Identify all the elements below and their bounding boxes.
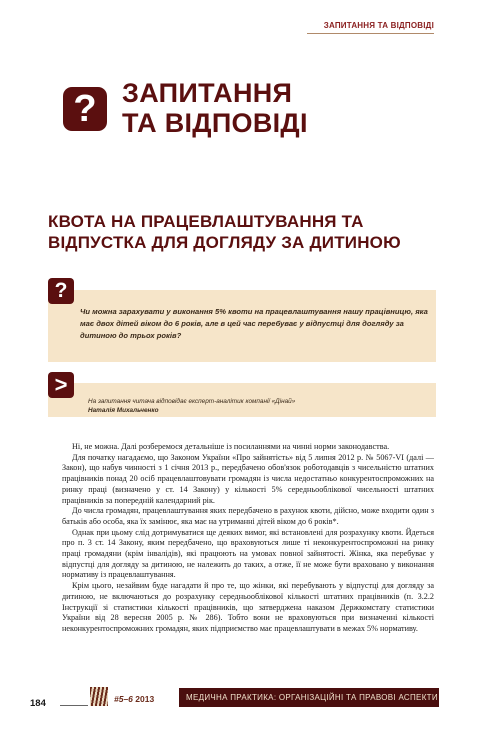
answer-intro-text: На запитання читача відповідає експерт-аналітик компанії «Дінай» xyxy=(88,398,296,405)
article-body xyxy=(62,442,434,635)
question-text: Чи можна зарахувати у виконання 5% квоти на працевлаштування нашу працівницю, яка має двох дітей віком до 6 років, але в цей час перебуває у відпустці для догляду за дитиною до трьох років? xyxy=(80,307,428,340)
expert-name: Наталія Михальченко xyxy=(88,407,159,414)
article-title-line1: КВОТА НА ПРАЦЕВЛАШТУВАННЯ ТА xyxy=(48,212,364,231)
section-title-line2: ТА ВІДПОВІДІ xyxy=(122,108,308,138)
footer-rule xyxy=(60,705,88,706)
journal-title: МЕДИЧНА ПРАКТИКА: ОРГАНІЗАЦІЙНІ ТА ПРАВОВІ АСПЕКТИ xyxy=(186,693,438,702)
answer-arrow-icon: > xyxy=(48,372,74,398)
page-header xyxy=(0,0,482,36)
section-label: ЗАПИТАННЯ ТА ВІДПОВІДІ xyxy=(323,21,434,30)
body-paragraph: До числа громадян, працевлаштування яких передбачено в рахунок квоти, дійсно, може входити один з батьків або особа, яка їх замінює, яка має на утриманні дітей віком до 6 років*. xyxy=(62,506,434,526)
article-title xyxy=(48,211,401,253)
issue-number xyxy=(114,694,154,704)
footer-decoration xyxy=(90,687,108,706)
question-icon: ? xyxy=(48,278,74,304)
issue-label: #5–6 xyxy=(114,694,133,704)
body-paragraph: Крім цього, незайвим буде нагадати й про те, що жінки, які перебувають у відпустці для догляду за дитиною, не включаються до розрахунку середньооблікової кількості штатних працівників (п. 3.2.2 Інструкції зі статистики кількості працівників, що затверджена наказом Держкомстату статистики України від 28 вересня 2005 р. № 286). Тобто вони не враховуються при визначенні кількості неконкурентоспроможних громадян, яких підприємство має працевлаштувати в межах 5% нормативу. xyxy=(62,581,434,633)
answer-intro xyxy=(88,397,295,415)
question-mark-icon: ? xyxy=(63,87,107,131)
body-paragraph: Однак при цьому слід дотримуватися ще деяких вимог, які встановлені для розрахунку квоти. Йдеться про п. 3 ст. 14 Закону, яким передбачено, що враховуються лише ті неконкурентоспроможні на ринку праці громадяни (крім інвалідів), які працюють на умовах повної зайнятості. Жінка, яка перебуває у відпустці для догляду за дитиною, не належить до таких, а отже, її не може бути враховано у виконання нормативу із працевлаштування. xyxy=(62,527,434,580)
article-title-line2: ВІДПУСТКА ДЛЯ ДОГЛЯДУ ЗА ДИТИНОЮ xyxy=(48,233,401,252)
page-number: 184 xyxy=(30,698,46,709)
section-title xyxy=(122,78,308,138)
header-rule xyxy=(307,33,434,34)
body-paragraph: Для початку нагадаємо, що Законом України «Про зайнятість» від 5 липня 2012 р. № 5067-VI (далі — Закон), що набув чинності з 1 січня 2013 р., передбачено обов'язок роботодавців з чисельністю штатних працівників понад 20 осіб працевлаштовувати громадян із числа недостатньо конкурентоспроможних на ринку праці (визначено у ст. 14 Закону) у кількості 5% середньооблікової чисельності штатних працівників за попередній календарний рік. xyxy=(62,452,434,505)
body-paragraph: Ні, не можна. Далі розберемося детальніше із посиланнями на чинні норми законодавства. xyxy=(72,442,390,451)
section-title-line1: ЗАПИТАННЯ xyxy=(122,78,293,108)
issue-year: 2013 xyxy=(135,694,155,704)
